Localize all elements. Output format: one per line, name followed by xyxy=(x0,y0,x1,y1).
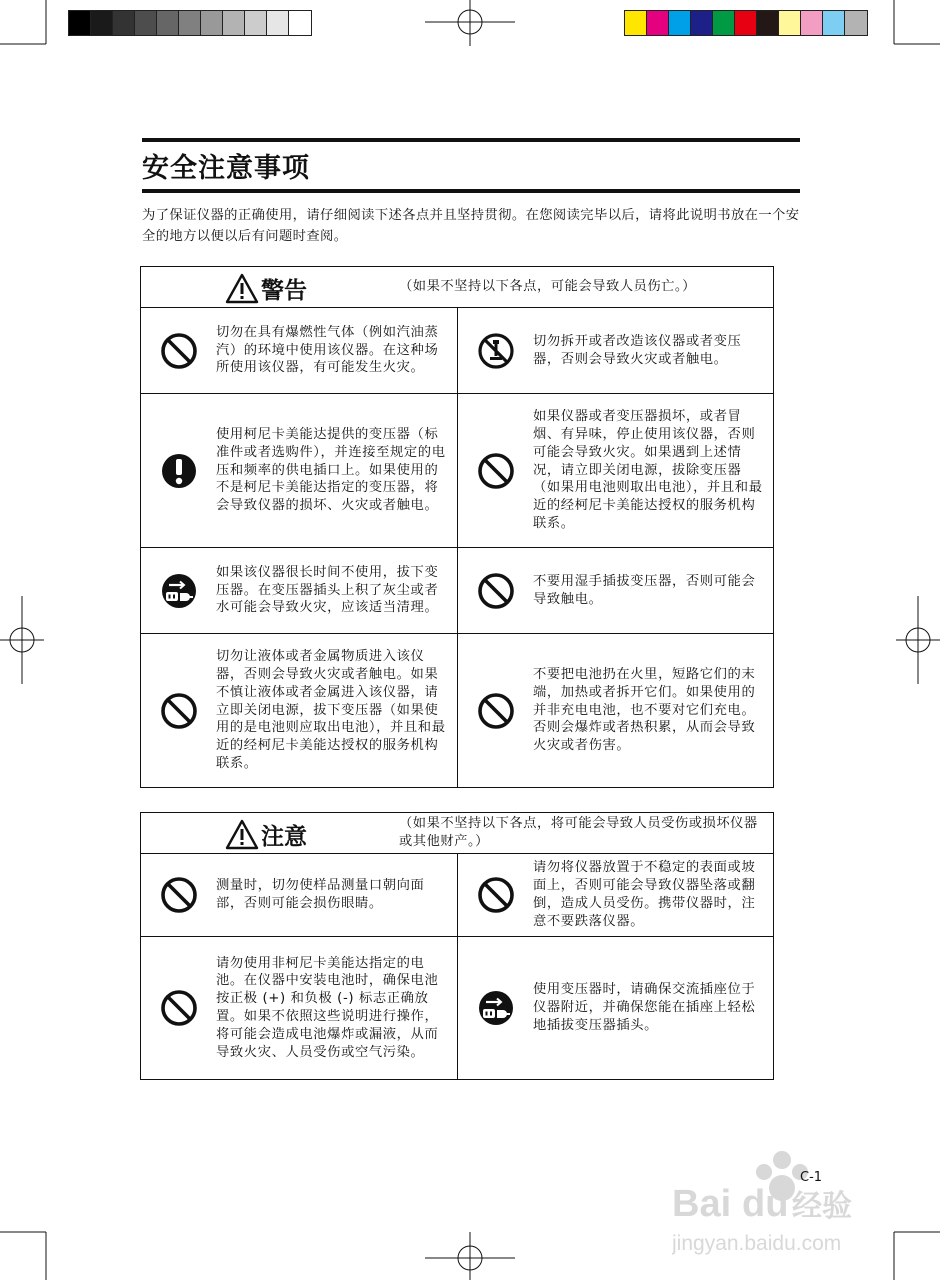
warning-row xyxy=(141,308,773,394)
warning-item xyxy=(457,634,773,787)
caution-header xyxy=(141,813,773,854)
intro-paragraph: 为了保证仪器的正确使用，请仔细阅读下述各点并且坚持贯彻。在您阅读完毕以后，请将此说明书放在一个安全的地方以便以后有问题时查阅。 xyxy=(142,208,800,244)
prohibition-icon xyxy=(141,876,216,914)
warning-item-text: 不要用湿手插拔变压器，否则可能会导致触电。 xyxy=(533,573,756,607)
warning-table xyxy=(140,266,774,788)
page-number: C-1 xyxy=(800,1170,823,1185)
page-title: 安全注意事项 xyxy=(142,153,310,184)
prohibition-icon xyxy=(458,572,533,610)
warning-item xyxy=(457,308,773,393)
caution-item-text: 测量时，切勿使样品测量口朝向面部，否则可能会损伤眼睛。 xyxy=(216,878,425,911)
warning-item-text: 如果仪器或者变压器损坏，或者冒烟、有异味，停止使用该仪器，否则可能会导致火灾。如果遇到上述情况，请立即关闭电源，拔除变压器（如果用电池则取出电池），并且和最近的经柯尼卡美能达授权的服务机构联系。 xyxy=(533,409,763,531)
warning-item xyxy=(141,308,457,393)
svg-text:du: du xyxy=(742,1183,789,1225)
warning-title xyxy=(225,272,307,305)
mandatory-action-icon xyxy=(141,452,216,490)
warning-item-text: 切勿让液体或者金属物质进入该仪器，否则会导致火灾或者触电。如果不慎让液体或者金属进入该仪器，请立即关闭电源，拔下变压器（如果使用的是电池则应取出电池），并且和最近的经柯尼卡美能达授权的服务机构联系。 xyxy=(216,649,446,771)
warning-label: 警告 xyxy=(261,278,307,304)
caution-item xyxy=(457,937,773,1079)
caution-item-text: 请勿使用非柯尼卡美能达指定的电池。在仪器中安装电池时，确保电池按正极 (+) 和负极 (-) 标志正确放置。如果不依照这些说明进行操作，将可能会造成电池爆炸或漏液，从而导致火灾、人员受伤或空气污染。 xyxy=(216,955,439,1060)
warning-header xyxy=(141,267,773,308)
warning-item-text: 切勿拆开或者改造该仪器或者变压器，否则会导致火灾或者触电。 xyxy=(533,333,742,367)
unplug-icon xyxy=(458,989,533,1027)
caution-label: 注意 xyxy=(261,824,307,850)
caution-table xyxy=(140,812,774,1080)
warning-item xyxy=(457,548,773,633)
title-rule-top xyxy=(142,138,800,142)
warning-item xyxy=(141,634,457,787)
caution-item xyxy=(141,937,457,1079)
svg-text:经验: 经验 xyxy=(792,1189,852,1224)
caution-item-text: 使用变压器时，请确保交流插座位于仪器附近，并确保您能在插座上轻松地插拔变压器插头。 xyxy=(533,982,756,1033)
svg-text:jingyan.baidu.com: jingyan.baidu.com xyxy=(672,1232,842,1255)
warning-item-text: 不要把电池扔在火里，短路它们的末端，加热或者拆开它们。如果使用的并非充电电池，也不要对它们充电。否则会爆炸或者热积累，从而会导致火灾或者伤害。 xyxy=(533,667,756,754)
prohibition-icon xyxy=(458,876,533,914)
warning-item xyxy=(141,548,457,633)
caution-item xyxy=(141,854,457,936)
caution-row xyxy=(141,937,773,1079)
caution-triangle-icon xyxy=(225,819,259,850)
warning-triangle-icon xyxy=(225,273,259,304)
warning-item-text: 如果该仪器很长时间不使用，拔下变压器。在变压器插头上积了灰尘或者水可能会导致火灾，应该适当清理。 xyxy=(216,564,439,616)
caution-item-text: 请勿将仪器放置于不稳定的表面或坡面上，否则可能会导致仪器坠落或翻倒，造成人员受伤。携带仪器时，注意不要跌落仪器。 xyxy=(533,860,756,929)
caution-row xyxy=(141,854,773,937)
prohibition-icon xyxy=(141,989,216,1027)
caution-item xyxy=(457,854,773,936)
prohibition-icon xyxy=(141,692,216,730)
warning-row xyxy=(141,394,773,548)
warning-item xyxy=(141,394,457,547)
prohibition-icon xyxy=(141,332,216,370)
caution-title xyxy=(225,818,307,851)
unplug-icon xyxy=(141,572,216,610)
caution-note: （如果不坚持以下各点，将可能会导致人员受伤或损坏仪器或其他财产。） xyxy=(399,816,758,849)
warning-row xyxy=(141,634,773,787)
warning-item xyxy=(457,394,773,547)
prohibition-icon xyxy=(458,452,533,490)
warning-item-text: 切勿在具有爆燃性气体（例如汽油蒸汽）的环境中使用该仪器。在这种场所使用该仪器，有可能发生火灾。 xyxy=(216,324,439,376)
warning-row xyxy=(141,548,773,634)
warning-item-text: 使用柯尼卡美能达提供的变压器（标准件或者选购件），并连接至规定的电压和频率的供电插口上。如果使用的不是柯尼卡美能达指定的变压器，将会导致仪器的损坏、火灾或者触电。 xyxy=(216,427,446,514)
no-disassembly-icon xyxy=(458,332,533,370)
svg-text:Bai: Bai xyxy=(672,1183,732,1225)
baidu-jingyan-watermark xyxy=(672,1148,892,1268)
warning-note: （如果不坚持以下各点，可能会导致人员伤亡。） xyxy=(399,279,696,294)
title-rule-bottom xyxy=(142,189,800,193)
prohibition-icon xyxy=(458,692,533,730)
